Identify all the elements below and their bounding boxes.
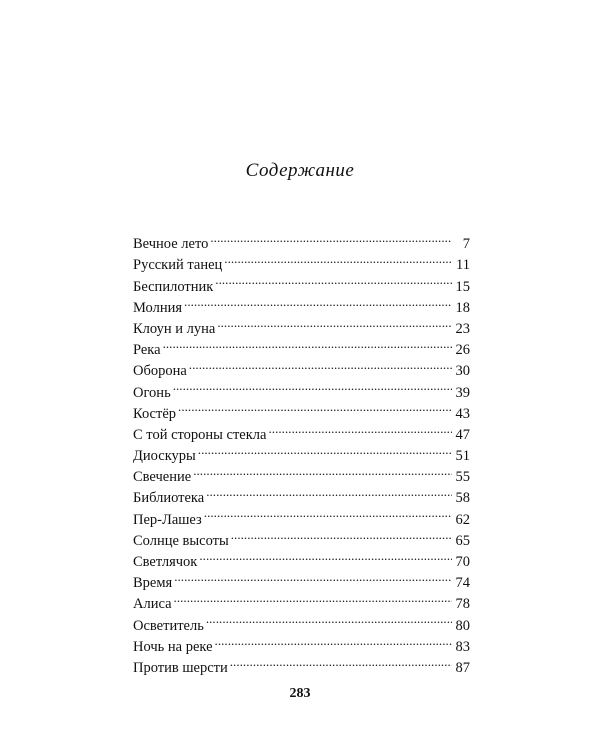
dot-leader (206, 481, 452, 502)
toc-entry (133, 566, 470, 592)
toc-entry-title: Пер-Лашез (133, 511, 202, 528)
toc-heading: Содержание (245, 160, 355, 181)
page-number: 283 (289, 686, 311, 701)
toc-entry (133, 291, 470, 316)
toc-entry-title: Против шерсти (133, 659, 228, 676)
toc-entry-page: 87 (455, 659, 470, 676)
dot-leader (231, 524, 452, 545)
toc-entry (133, 312, 470, 337)
toc-entry (133, 587, 470, 613)
toc-entry-page: 23 (455, 320, 470, 337)
dot-leader (193, 460, 452, 481)
dot-leader (178, 397, 452, 418)
dot-leader (268, 418, 452, 439)
toc-entry-page: 80 (455, 617, 470, 634)
toc-entry (133, 227, 470, 253)
dot-leader (224, 248, 452, 269)
toc-entry (133, 608, 470, 634)
toc-entry-page: 78 (455, 596, 470, 613)
toc-entry-title: Молния (133, 299, 183, 316)
toc-entry-title: Ночь на реке (133, 638, 213, 655)
toc-entry-page: 11 (456, 257, 470, 274)
toc-list (133, 227, 470, 676)
toc-entry (133, 418, 470, 443)
toc-entry-page: 65 (455, 532, 470, 549)
toc-entry-page: 70 (455, 554, 470, 570)
toc-entry (133, 375, 470, 401)
toc-entry-page: 74 (455, 575, 470, 592)
toc-entry-title: Осветитель (133, 617, 204, 634)
toc-entry (133, 333, 470, 359)
toc-entry-page: 7 (462, 236, 470, 253)
toc-entry-title: Клоун и луна (133, 320, 216, 337)
toc-entry (133, 397, 470, 422)
toc-entry-page: 26 (455, 342, 470, 359)
toc-entry-page: 18 (455, 299, 470, 316)
dot-leader (174, 587, 452, 608)
toc-entry-page: 83 (455, 638, 470, 655)
toc-entry-title: Река (133, 342, 161, 359)
dot-leader (230, 651, 452, 672)
toc-entry-page: 47 (455, 426, 470, 443)
toc-entry-title: Беспилотник (133, 278, 214, 295)
toc-entry-page: 51 (455, 448, 470, 465)
toc-entry-title: Время (133, 575, 173, 592)
dot-leader (163, 333, 452, 354)
dot-leader (217, 312, 452, 333)
toc-entry-page: 43 (455, 405, 470, 422)
dot-leader (215, 269, 452, 290)
dot-leader (174, 566, 452, 587)
toc-entry-title: Свечение (133, 469, 192, 486)
dot-leader (189, 354, 452, 375)
dot-leader (198, 439, 452, 460)
toc-entry-title: Костёр (133, 405, 177, 422)
dot-leader (215, 630, 452, 651)
toc-entry-title: Алиса (133, 596, 172, 613)
dot-leader (204, 502, 452, 523)
toc-entry-title: Солнце высоты (133, 532, 229, 549)
toc-entry-page: 58 (455, 490, 470, 507)
toc-entry-page: 39 (455, 384, 470, 401)
toc-entry-title: Диоскуры (133, 448, 196, 465)
toc-entry-title: Светлячок (133, 554, 198, 570)
dot-leader (199, 545, 452, 566)
dot-leader (206, 608, 452, 629)
dot-leader (210, 227, 452, 248)
toc-entry-title: Русский танец (133, 257, 223, 274)
toc-entry-title: Вечное лето (133, 236, 209, 253)
toc-entry-title: Огонь (133, 384, 171, 401)
toc-entry-page: 55 (455, 469, 470, 486)
toc-entry-page: 62 (455, 511, 470, 528)
dot-leader (173, 375, 452, 396)
toc-entry-title: Библиотека (133, 490, 205, 507)
toc-entry-title: Оборона (133, 363, 187, 380)
toc-entry (133, 354, 470, 380)
toc-entry-page: 15 (455, 278, 470, 295)
toc-entry-title: С той стороны стекла (133, 426, 267, 443)
dot-leader (184, 291, 452, 312)
toc-entry-page: 30 (455, 363, 470, 380)
